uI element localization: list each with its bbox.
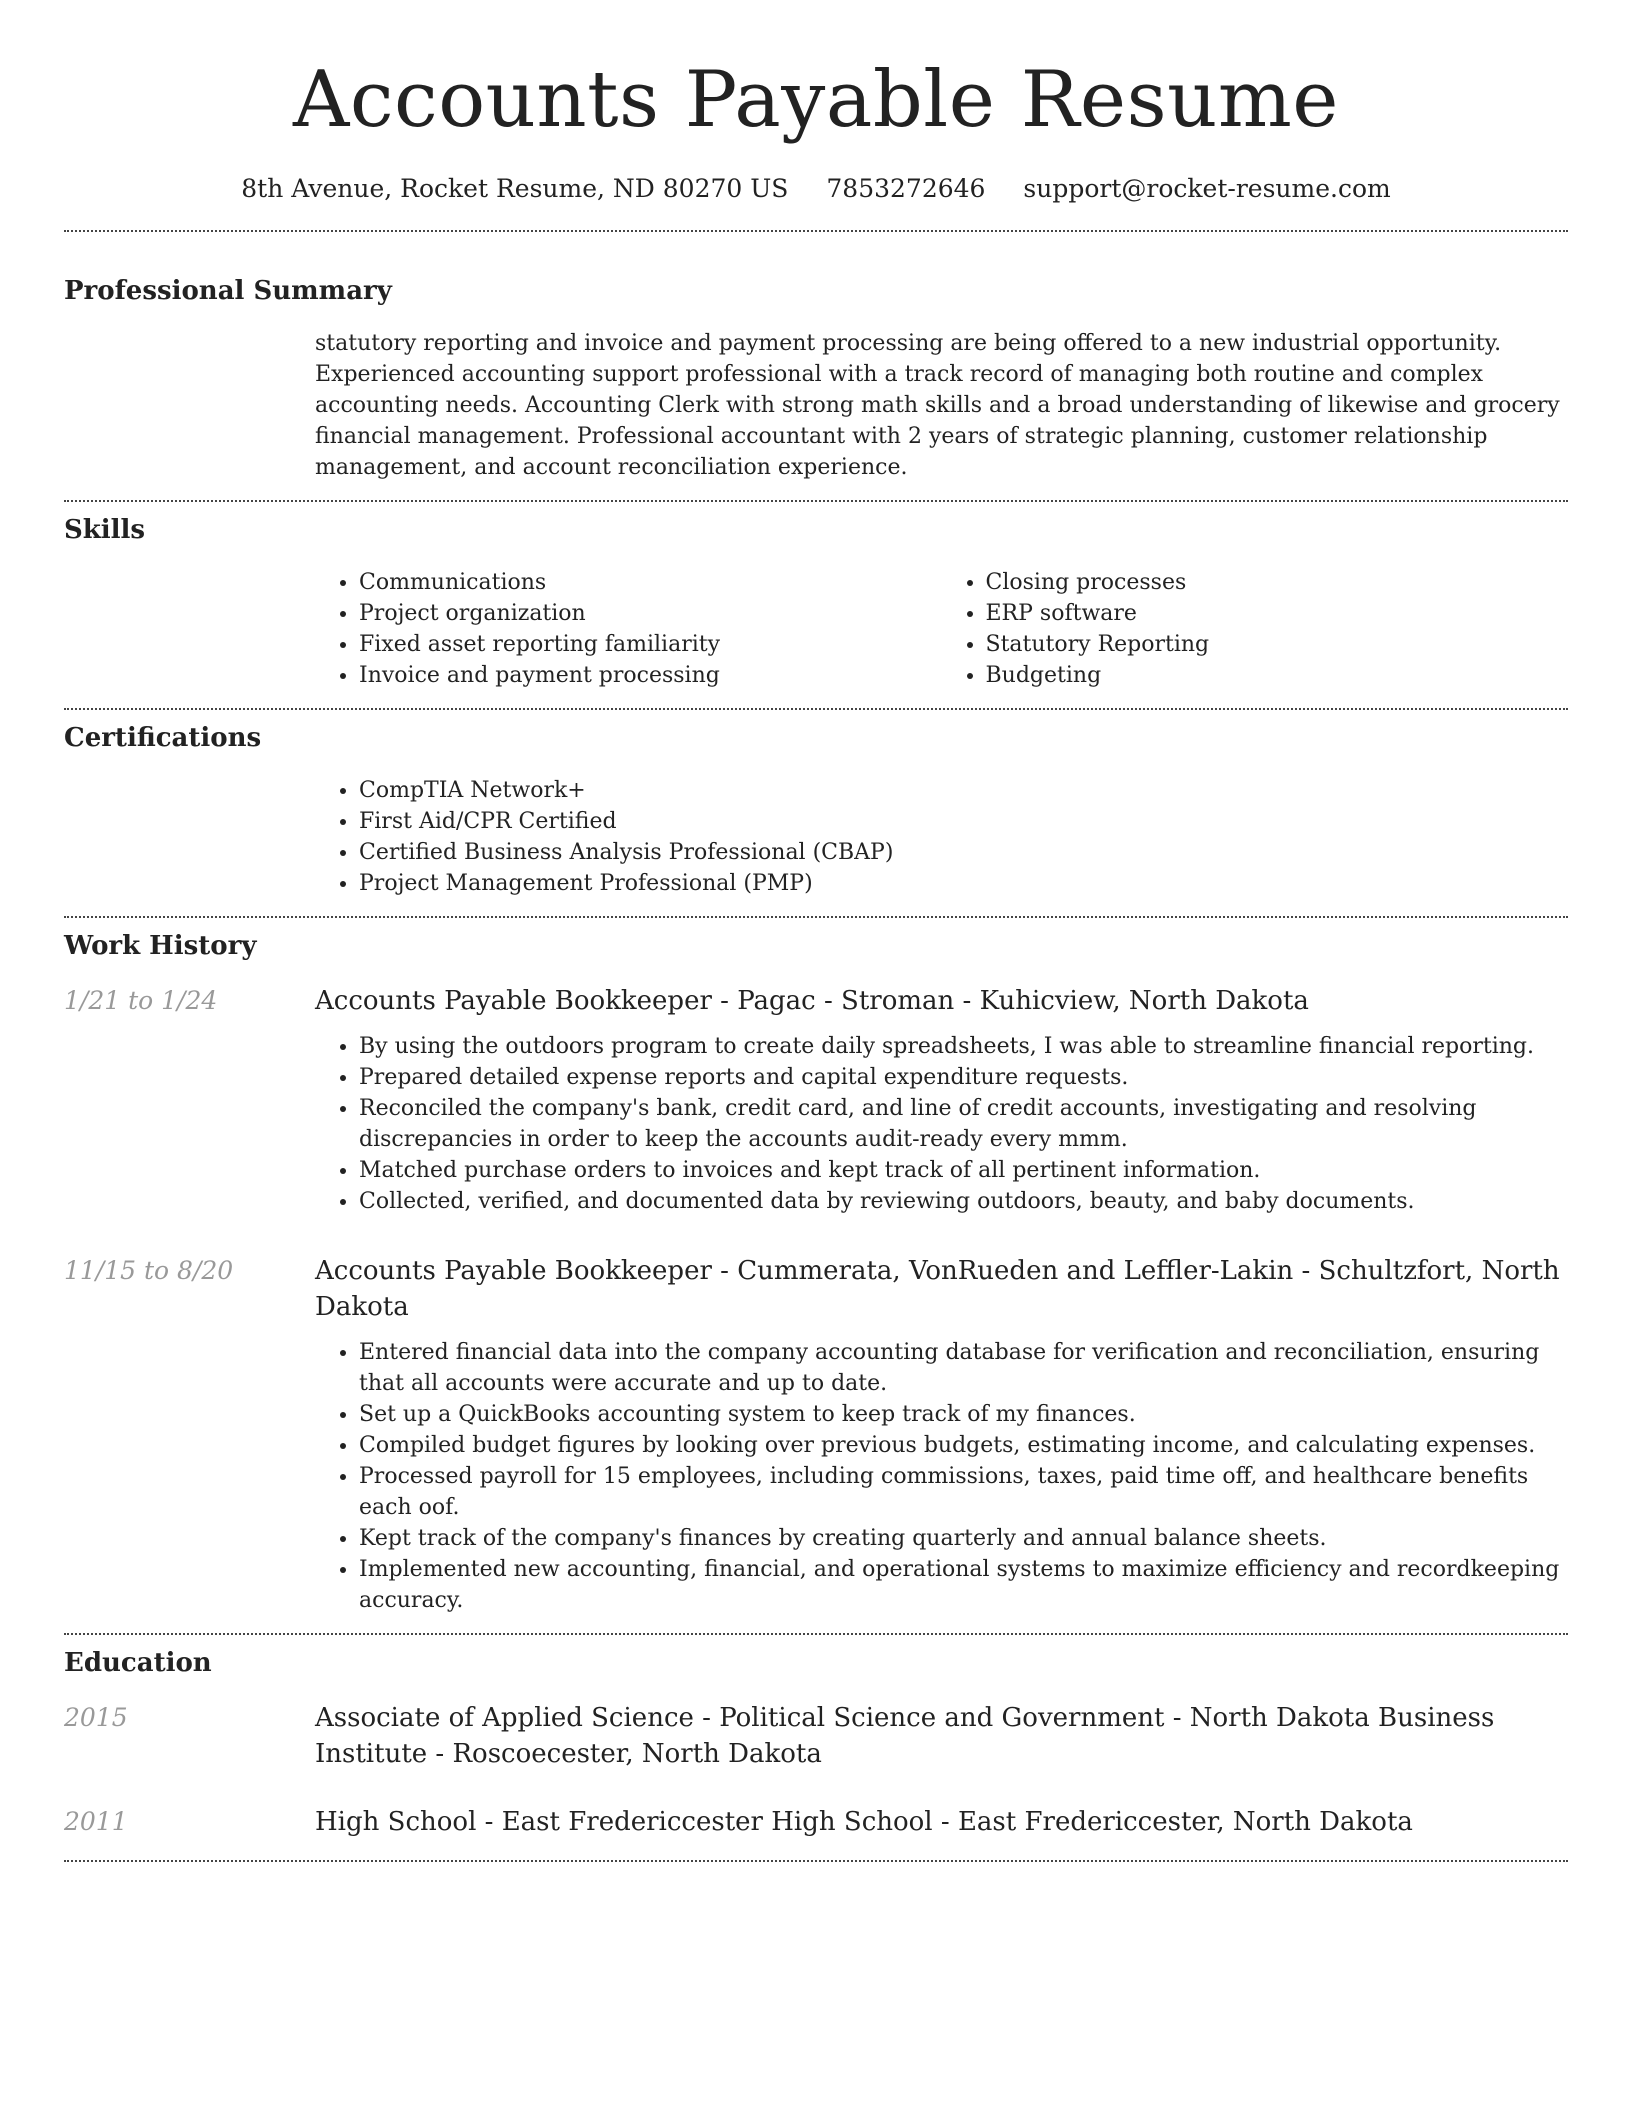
skills-list-left bbox=[315, 567, 942, 691]
job-bullet: • Set up a QuickBooks accounting system to keep track of my finances. bbox=[359, 1399, 1568, 1430]
education-entry bbox=[64, 1804, 1568, 1840]
contact-line bbox=[64, 172, 1568, 206]
certification-item: • CompTIA Network+ bbox=[359, 775, 1568, 806]
skills-list-right bbox=[942, 567, 1569, 691]
job-bullet: • By using the outdoors program to create daily spreadsheets, I was able to streamline financial reporting. bbox=[359, 1031, 1568, 1062]
section-title-work: Work History bbox=[64, 931, 257, 961]
job-bullet: • Reconciled the company's bank, credit card, and line of credit accounts, investigating and resolving discrepancies in order to keep the accounts audit-ready every mmm. bbox=[359, 1093, 1568, 1155]
skill-item: • Budgeting bbox=[986, 660, 1569, 691]
certifications-section bbox=[64, 721, 1568, 899]
education-year: 2011 bbox=[64, 1807, 128, 1836]
job-bullet: • Matched purchase orders to invoices and kept track of all pertinent information. bbox=[359, 1155, 1568, 1186]
summary-text: statutory reporting and invoice and payment processing are being offered to a new industrial opportunity. Experienced accounting support professional with a track record of managing both routine and complex accounting needs. Accounting Clerk with strong math skills and a broad understanding of likewise and grocery financial management. Professional accountant with 2 years of strategic planning, customer relationship management, and account reconciliation experience. bbox=[315, 331, 1560, 480]
job-heading: Accounts Payable Bookkeeper - Cummerata, VonRueden and Leffler-Lakin - Schultzfort, North Dakota bbox=[315, 1256, 1560, 1322]
skill-item: • Invoice and payment processing bbox=[359, 660, 942, 691]
education-year: 2015 bbox=[64, 1703, 128, 1732]
skills-section bbox=[64, 513, 1568, 691]
job-bullet: • Collected, verified, and documented data by reviewing outdoors, beauty, and baby documents. bbox=[359, 1186, 1568, 1217]
section-title-certifications: Certifications bbox=[64, 723, 262, 753]
job-bullet: • Prepared detailed expense reports and capital expenditure requests. bbox=[359, 1062, 1568, 1093]
job-dates: 1/21 to 1/24 bbox=[64, 986, 218, 1015]
job-bullet: • Processed payroll for 15 employees, including commissions, taxes, paid time off, and healthcare benefits each oof. bbox=[359, 1461, 1568, 1523]
section-title-education: Education bbox=[64, 1648, 212, 1678]
job-bullet: • Entered financial data into the company accounting database for verification and reconciliation, ensuring that all accounts were accurate and up to date. bbox=[359, 1337, 1568, 1399]
job-bullet: • Compiled budget figures by looking over previous budgets, estimating income, and calculating expenses. bbox=[359, 1430, 1568, 1461]
certification-item: • Certified Business Analysis Professional (CBAP) bbox=[359, 837, 1568, 868]
certification-item: • First Aid/CPR Certified bbox=[359, 806, 1568, 837]
job-bullet: • Implemented new accounting, financial, and operational systems to maximize efficiency and recordkeeping accuracy. bbox=[359, 1554, 1568, 1616]
divider bbox=[64, 916, 1568, 918]
section-title-summary: Professional Summary bbox=[64, 276, 392, 306]
job-dates: 11/15 to 8/20 bbox=[64, 1256, 234, 1285]
skill-item: • Fixed asset reporting familiarity bbox=[359, 629, 942, 660]
certifications-list bbox=[315, 775, 1568, 899]
job-entry bbox=[64, 1253, 1568, 1616]
divider bbox=[64, 230, 1568, 232]
education-heading: High School - East Fredericcester High School - East Fredericcester, North Dakota bbox=[315, 1807, 1413, 1837]
contact-phone: 7853272646 bbox=[826, 174, 986, 203]
certification-item: • Project Management Professional (PMP) bbox=[359, 868, 1568, 899]
job-heading: Accounts Payable Bookkeeper - Pagac - Stroman - Kuhicview, North Dakota bbox=[315, 986, 1309, 1016]
summary-section bbox=[64, 274, 1568, 483]
skill-item: • Project organization bbox=[359, 598, 942, 629]
divider bbox=[64, 1860, 1568, 1862]
education-section bbox=[64, 1646, 1568, 1840]
divider bbox=[64, 708, 1568, 710]
section-title-skills: Skills bbox=[64, 515, 146, 545]
job-bullets bbox=[315, 1337, 1568, 1616]
job-bullet: • Kept track of the company's finances by creating quarterly and annual balance sheets. bbox=[359, 1523, 1568, 1554]
job-bullets bbox=[315, 1031, 1568, 1217]
education-heading: Associate of Applied Science - Political Science and Government - North Dakota Business Institute - Roscoecester, North Dakota bbox=[315, 1703, 1495, 1769]
skill-item: • Communications bbox=[359, 567, 942, 598]
divider bbox=[64, 1633, 1568, 1635]
contact-address: 8th Avenue, Rocket Resume, ND 80270 US bbox=[241, 174, 789, 203]
contact-email: support@rocket-resume.com bbox=[1023, 174, 1391, 203]
education-entry bbox=[64, 1700, 1568, 1772]
resume-title: Accounts Payable Resume bbox=[293, 55, 1339, 145]
skill-item: • ERP software bbox=[986, 598, 1569, 629]
work-section bbox=[64, 929, 1568, 1616]
skill-item: • Statutory Reporting bbox=[986, 629, 1569, 660]
job-entry bbox=[64, 983, 1568, 1217]
skill-item: • Closing processes bbox=[986, 567, 1569, 598]
divider bbox=[64, 500, 1568, 502]
